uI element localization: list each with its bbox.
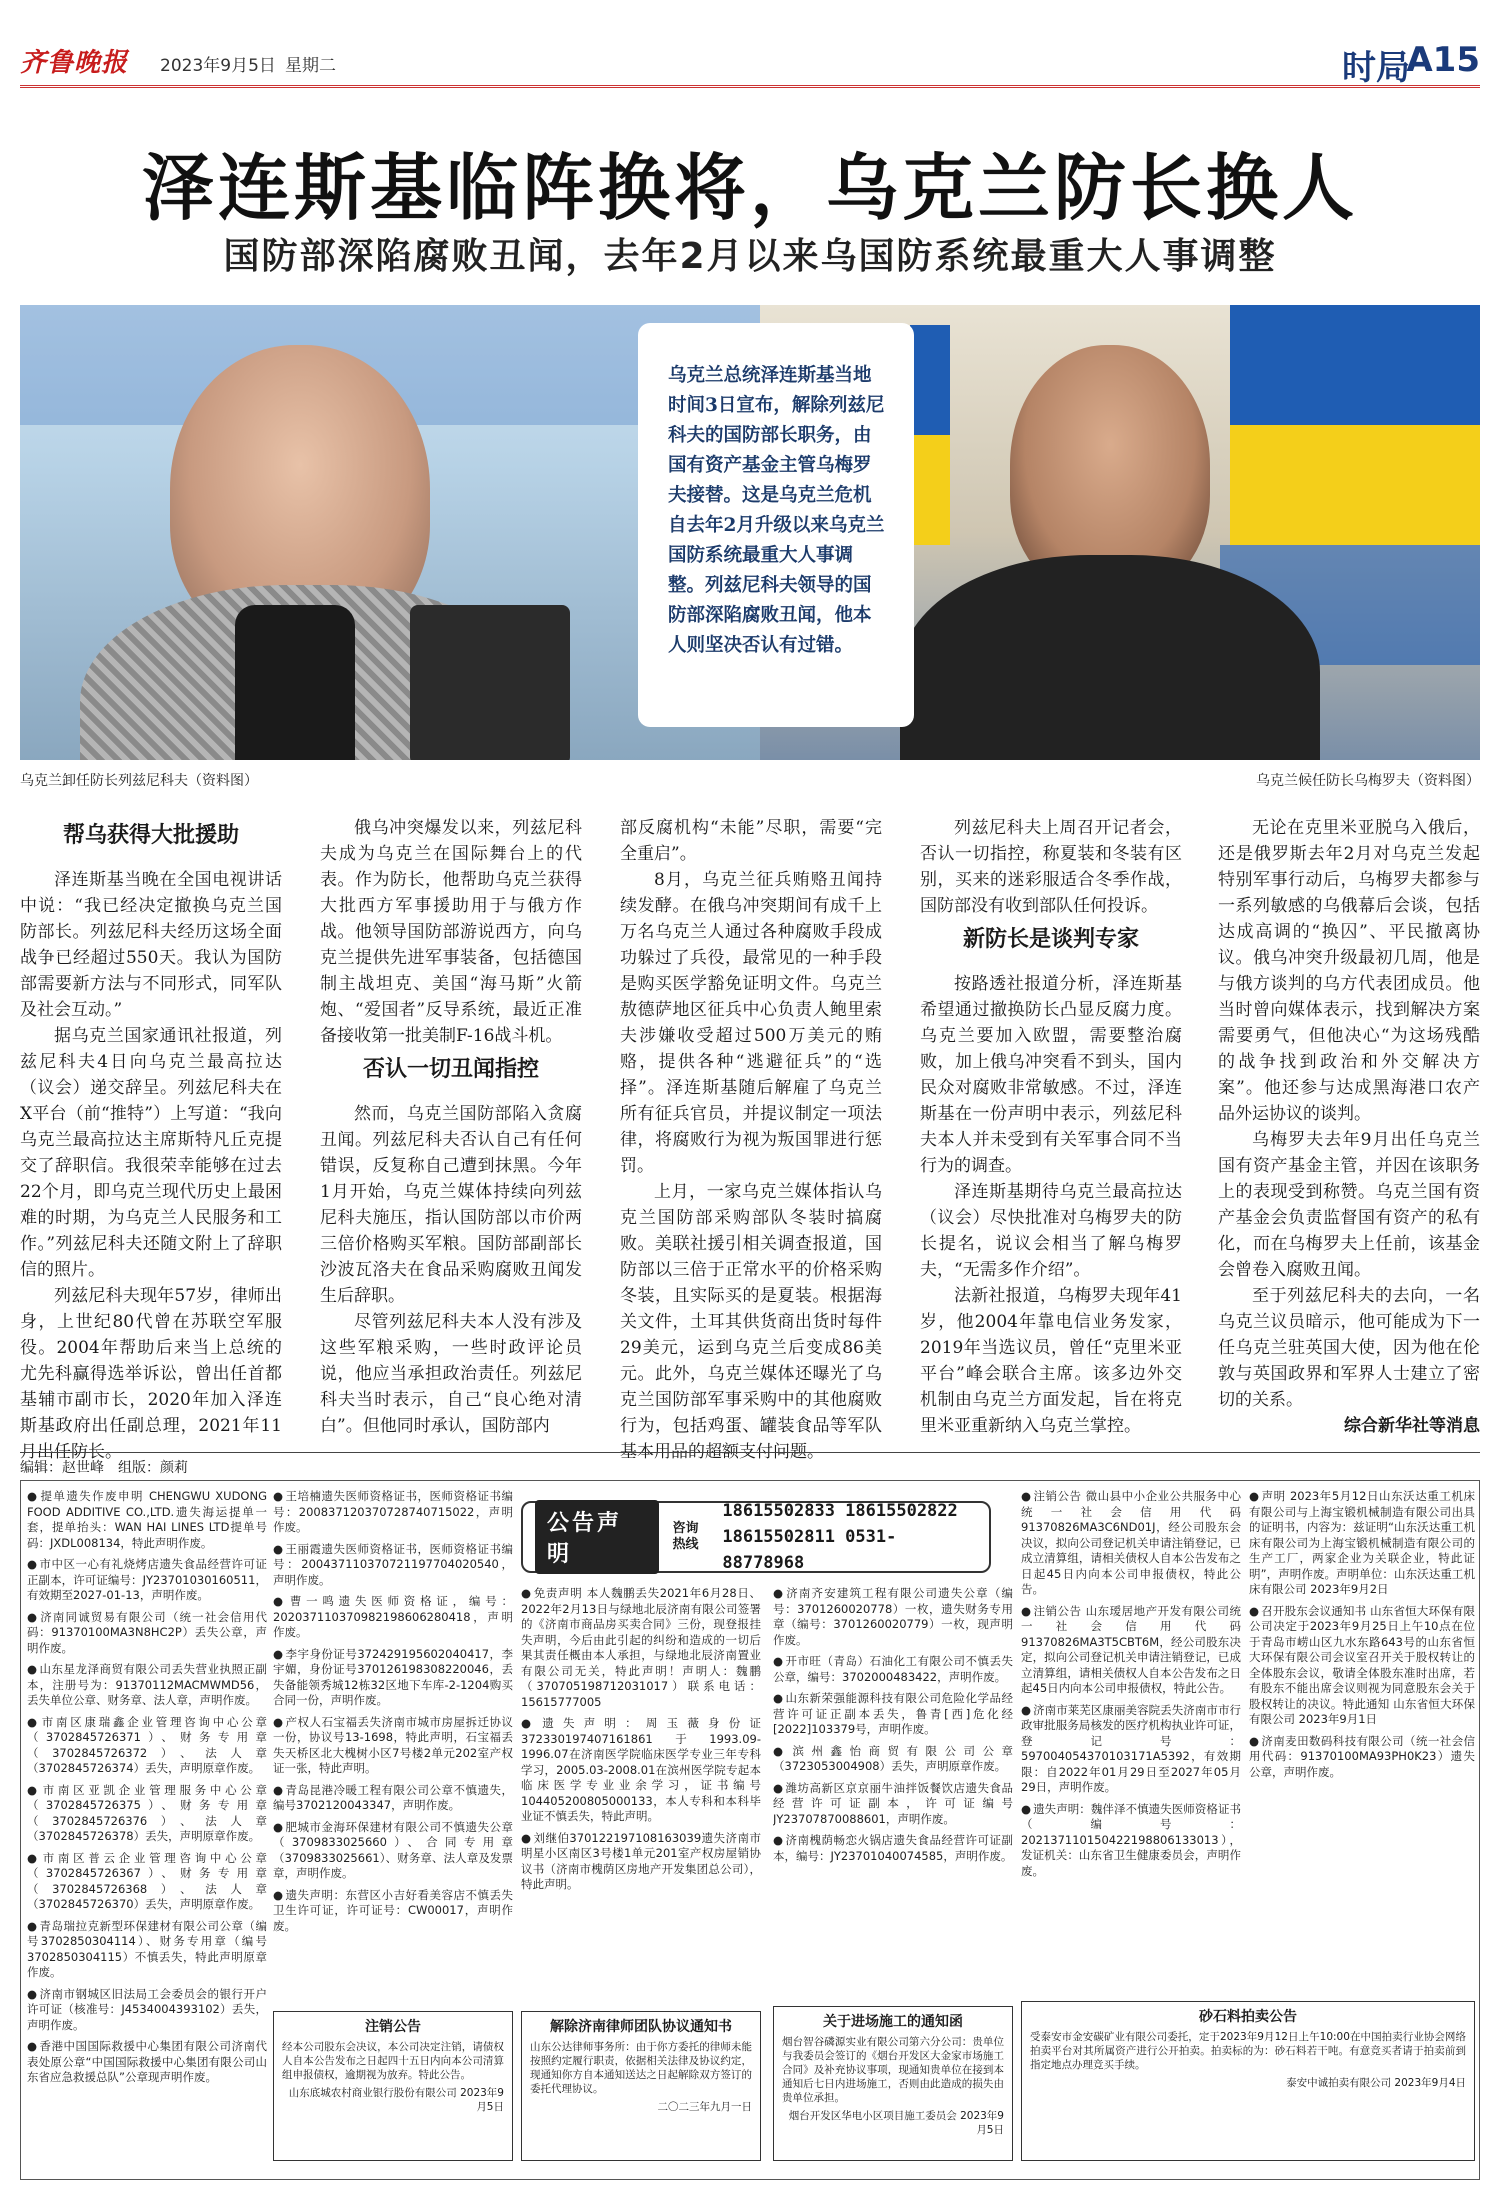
article-body <box>20 815 1480 1462</box>
notice-item: ● 刘继伯370122197108163039遗失济南市明星小区南区3号楼1单元201室产权房屋销协议书（济南市槐荫区房地产开发集团总公司），特此声明。 <box>521 1831 761 1893</box>
notice-column-5 <box>1021 1489 1241 1999</box>
article-column-2 <box>320 815 582 1439</box>
notice-item: ● 肥城市金海环保建材有限公司不慎遗失公章（3709833025660）、合同专用章（3709833025661）、财务章、法人章及发票章，声明作废。 <box>273 1820 513 1882</box>
article-column-4 <box>920 815 1182 1439</box>
box-title: 砂石料拍卖公告 <box>1199 2009 1297 2025</box>
notice-item: ● 遗失声明：东营区小吉好看美容店不慎丢失卫生许可证，许可证号：CW00017，声明作废。 <box>273 1888 513 1935</box>
paragraph: 至于列兹尼科夫的去向，一名乌克兰议员暗示，他可能成为下一任乌克兰驻英国大使，因为他在伦敦与英国政界和军界人士建立了密切的关系。 <box>1218 1286 1480 1410</box>
headline: 泽连斯基临阵换将，乌克兰防长换人 <box>141 145 1358 230</box>
notice-box-auction <box>1021 2001 1475 2161</box>
box-body: 经本公司股东会决议，本公司决定注销，请债权人自本公告发布之日起四十五日内向本公司清算组申报债权，逾期视为放弃。特此公告。 <box>282 2041 504 2081</box>
notice-item: ● 李宇身份证号372429195602040417，李宇媚，身份证号370126198308220046，丢失备能领秀城12栋32区地下车库-2-1204购买合同一份，声明作废。 <box>273 1647 513 1709</box>
page-number: A15 <box>1406 40 1480 80</box>
issue-date: 2023年9月5日 <box>160 56 276 76</box>
hotline-numbers <box>722 1498 977 1576</box>
notice-item: ● 青岛昆港冷暖工程有限公司公章不慎遗失，编号3702120043347，声明作废。 <box>273 1783 513 1814</box>
section-heading: 新防长是谈判专家 <box>962 927 1139 952</box>
notice-box-construction <box>773 2006 1013 2161</box>
notice-item: ● 声明 2023年5月12日山东沃达重工机床有限公司与上海宝锻机械制造有限公司出具的证明书，内容为：兹证明“山东沃达重工机床有限公司为上海宝锻机械制造有限公司的生产工厂，两家企业为关联企业，特此证明”，声明作废。声明单位：山东沃达重工机床有限公司 2023年9月2日 <box>1249 1489 1475 1598</box>
article-column-1 <box>20 815 282 1465</box>
notice-item: ● 青岛瑞拉克新型环保建材有限公司公章（编号3702850304114）、财务专用章（编号3702850304115）不慎丢失，特此声明原章作废。 <box>27 1919 267 1981</box>
notice-item: ● 市南区普云企业管理咨询中心公章（3702845726367）、财务专用章（3702845726368）、法人章（3702845726370）丢失，声明原章作废。 <box>27 1851 267 1913</box>
box-body: 烟台智谷磷源实业有限公司第六分公司：贵单位与我委员会签订的《烟台开发区大金家市场施工合同》及补充协议事项，现通知贵单位在接到本通知后七日内进场施工，否则由此造成的损失由贵单位承担。 <box>782 2036 1004 2104</box>
editor-credits: 编辑：赵世峰 组版：颜莉 <box>20 1452 1480 1477</box>
hotline-label: 咨询热线 <box>672 1521 699 1552</box>
notice-item: ● 产权人石宝福丢失济南市城市房屋拆迁协议一份，协议号13-1698，特此声明，石宝福丢失天桥区北大槐树小区7号楼2单元202室产权证一张，特此声明。 <box>273 1715 513 1777</box>
notice-item: ● 潍坊高新区京京丽牛油拌饭餐饮店遗失食品经营许可证副本，许可证编号JY23707870088601，声明作废。 <box>773 1781 1013 1828</box>
right-photo-credit: 乌克兰候任防长乌梅罗夫（资料图） <box>1256 773 1480 789</box>
notice-item: ● 免责声明 本人魏鹏丢失2021年6月28日、2022年2月13日与绿地北辰济南有限公司签署的《济南市商品房买卖合同》三份，现登报挂失声明，今后由此引起的纠纷和造成的一切后果其责任概由本人承担，与绿地北辰济南置业有限公司无关，特此声明！声明人：魏鹏（370705198712031017）联系电话：15615777005 <box>521 1586 761 1710</box>
paragraph: 泽连斯基当晚在全国电视讲话中说：“我已经决定撤换乌克兰国防部长。列兹尼科夫经历这场全面战争已经超过550天。我认为国防部需要新方法与不同形式，同军队及社会互动。” <box>20 870 282 1020</box>
photo-band <box>20 305 1480 760</box>
box-footer: 烟台开发区华电小区项目施工委员会 2023年9月5日 <box>788 2110 1004 2136</box>
notice-item: ● 注销公告 山东瑷居地产开发有限公司统一社会信用代码91370826MA3T5CBT6M，经公司股东决定，拟向公司登记机关申请注销登记，已成立清算组，请相关债权人自本公告发布之日起45日内向本公司申报债权，特此公告。 <box>1021 1604 1241 1697</box>
notice-item: ● 遗失声明：魏伴泽不慎遗失医师资格证书（编号：202137110150422198806133013），发证机关：山东省卫生健康委员会，声明作废。 <box>1021 1802 1241 1880</box>
notice-item: ● 济南齐安建筑工程有限公司遗失公章（编号：3701260020778）一枚，遗失财务专用章（编号：3701260020779）一枚，现声明作废。 <box>773 1586 1013 1648</box>
paragraph: 上月，一家乌克兰媒体指认乌克兰国防部采购部队冬装时搞腐败。美联社援引相关调查报道，国防部以三倍于正常水平的价格采购冬装，且实际买的是夏装。根据海关文件，土耳其供货商出货时每件29美元，运到乌克兰后变成86美元。此外，乌克兰媒体还曝光了乌克兰国防部军事采购中的其他腐败行为，包括鸡蛋、罐装食品等军队基本用品的超额支付问题。 <box>620 1182 882 1462</box>
phone-row: 18615502833 18615502822 <box>722 1501 958 1521</box>
notice-item: ● 香港中国国际救援中心集团有限公司济南代表处原公章“中国国际救援中心集团有限公司山东省应急救援总队”公章现声明作废。 <box>27 2039 267 2086</box>
notice-column-4 <box>773 1586 1013 1996</box>
notice-item: ● 济南麦田数码科技有限公司（统一社会信用代码：91370100MA93PH0K23）遗失公章，声明作废。 <box>1249 1734 1475 1781</box>
notice-column-6 <box>1249 1489 1475 1939</box>
paragraph: 乌梅罗夫去年9月出任乌克兰国有资产基金主管，并因在该职务上的表现受到称赞。乌克兰国有资产基金会负责监督国有资产的私有化，而在乌梅罗夫上任前，该基金会曾卷入腐败丑闻。 <box>1218 1130 1480 1280</box>
box-body: 山东公达律师事务所：由于你方委托的律师未能按照约定履行职责，依据相关法律及协议约定，现通知你方自本通知送达之日起解除双方签订的委托代理协议。 <box>530 2041 752 2095</box>
notice-item: ● 山东星龙泽商贸有限公司丢失营业执照正副本，注册号为：91370112MACMWMD56，丢失单位公章、财务章、法人章，声明作废。 <box>27 1662 267 1709</box>
newspaper-logo: 齐鲁晚报 <box>20 48 129 78</box>
notice-item: ● 提单遗失作废申明 CHENGWU XUDONG FOOD ADDITIVE CO.,LTD.遗失海运提单一套，提单抬头：WAN HAI LINES LTD提单号码：JXDL008134，特此声明作废。 <box>27 1489 267 1551</box>
paragraph: 8月，乌克兰征兵贿赂丑闻持续发酵。在俄乌冲突期间有成千上万名乌克兰人通过各种腐败手段成功躲过了兵役，最常见的一种手段是购买医学豁免证明文件。乌克兰敖德萨地区征兵中心负责人鲍里索夫涉嫌收受超过500万美元的贿赂，提供各种“逃避征兵”的“选择”。泽连斯基随后解雇了乌克兰所有征兵官员，并提议制定一项法律，将腐败行为视为叛国罪进行惩罚。 <box>620 870 882 1176</box>
notice-column-3 <box>521 1586 761 1996</box>
notice-item: ● 王丽霞遗失医师资格证书，医师资格证书编号：200437110370721197704020540，声明作废。 <box>273 1542 513 1589</box>
notice-box-cancellation <box>273 2011 513 2161</box>
box-footer: 二〇二三年九月一日 <box>657 2101 752 2113</box>
notice-item: ● 开市旺（青岛）石油化工有限公司不慎丢失公章，编号：3702000483422，声明作废。 <box>773 1654 1013 1685</box>
notice-item: ● 济南市钢城区旧法局工会委员会的银行开户许可证（核准号：J4534004393102）丢失，声明作废。 <box>27 1987 267 2034</box>
left-photo-credit: 乌克兰卸任防长列兹尼科夫（资料图） <box>20 773 258 789</box>
section-heading: 帮乌获得大批援助 <box>62 823 239 848</box>
notice-header <box>521 1501 991 1573</box>
paragraph: 按路透社报道分析，泽连斯基希望通过撤换防长凸显反腐力度。乌克兰要加入欧盟，需要整治腐败，加上俄乌冲突看不到头，国内民众对腐败非常敏感。不过，泽连斯基在一份声明中表示，列兹尼科夫本人并未受到有关军事合同不当行为的调查。 <box>920 974 1182 1176</box>
paragraph: 列兹尼科夫上周召开记者会，否认一切指控，称夏装和冬装有区别，买来的迷彩服适合冬季作战，国防部没有收到部队任何投诉。 <box>920 818 1182 916</box>
notice-item: ● 市南区亚凯企业管理服务中心公章（3702845726375）、财务专用章（3702845726376）、法人章（3702845726378）丢失，声明原章作废。 <box>27 1783 267 1845</box>
notice-column-1 <box>27 1489 267 2179</box>
paragraph: 据乌克兰国家通讯社报道，列兹尼科夫4日向乌克兰最高拉达（议会）递交辞呈。列兹尼科夫在X平台（前“推特”）上写道：“我向乌克兰最高拉达主席斯特凡丘克提交了辞职信。我很荣幸能够在过去22个月，即乌克兰现代历史上最困难的时期，为乌克兰人民服务和工作。”列兹尼科夫还随文附上了辞职信的照片。 <box>20 1026 282 1280</box>
notice-item: ● 王培楠遗失医师资格证书，医师资格证书编号：200837120370728740715022，声明作废。 <box>273 1489 513 1536</box>
section-heading: 否认一切丑闻指控 <box>362 1057 539 1082</box>
article-column-5 <box>1218 815 1480 1439</box>
notice-column-2 <box>273 1489 513 1969</box>
box-title: 注销公告 <box>365 2019 421 2035</box>
notice-box-termination <box>521 2011 761 2161</box>
photo-caption-box: 乌克兰总统泽连斯基当地时间3日宣布，解除列兹尼科夫的国防部长职务，由国有资产基金主管乌梅罗夫接替。这是乌克兰危机自去年2月升级以来乌克兰国防系统最重大人事调整。列兹尼科夫领导的国防部深陷腐败丑闻，他本人则坚决否认有过错。 <box>640 325 912 725</box>
paragraph: 列兹尼科夫现年57岁，律师出身，上世纪80代曾在苏联空军服役。2004年帮助后来当上总统的尤先科赢得选举诉讼，曾出任首都基辅市副市长，2020年加入泽连斯基政府出任副总理，2021年11月出任防长。 <box>20 1286 282 1462</box>
notice-item: ● 济南同诚贸易有限公司（统一社会信用代码：91370100MA3N8HC2P）丢失公章，声明作废。 <box>27 1610 267 1657</box>
paragraph: 法新社报道，乌梅罗夫现年41岁，他2004年靠电信业务发家，2019年当选议员，曾任“克里米亚平台”峰会联合主席。该多边外交机制由乌克兰方面发起，旨在将克里米亚重新纳入乌克兰掌控。 <box>920 1286 1182 1436</box>
phone-row: 18615502811 0531-88778968 <box>722 1527 897 1573</box>
article-column-3 <box>620 815 882 1465</box>
notice-item: ● 山东新荣强能源科技有限公司危险化学品经营许可证正副本丢失，鲁青[西]危化经[2022]103379号，声明作废。 <box>773 1691 1013 1738</box>
paragraph: 部反腐机构“未能”尽职，需要“完全重启”。 <box>620 818 882 864</box>
notice-item: ● 济南市莱芜区康丽美容院丢失济南市市行政审批服务局核发的医疗机构执业许可证，登记号：597004054370103171A5392，有效期限：自2022年01月29日至2027年05月29日，声明作废。 <box>1021 1703 1241 1796</box>
box-title: 解除济南律师团队协议通知书 <box>550 2019 732 2035</box>
notice-item: ● 遗失声明：周玉薇身份证372330197407161861于1993.09-1996.07在济南医学院临床医学专业三年专科学习，2005.03-2008.01在滨州医学院专起本临床医学专业业余学习，证书编号104405200805000133，本人专科和本科毕业证不慎丢失，特此声明。 <box>521 1716 761 1825</box>
paragraph: 泽连斯基期待乌克兰最高拉达（议会）尽快批准对乌梅罗夫的防长提名，说议会相当了解乌梅罗夫，“无需多作介绍”。 <box>920 1182 1182 1280</box>
masthead <box>20 18 1480 88</box>
box-title: 关于进场施工的通知函 <box>823 2014 963 2030</box>
notice-item: ● 召开股东会议通知书 山东省恒大环保有限公司决定于2023年9月25日上午10点在位于青岛市崂山区九水东路643号的山东省恒大环保有限公司会议室召开关于股权转让的全体股东会议，敬请全体股东准时出席，若有股东不能出席会议则视为同意股东会关于股权转让的决议。特此通知 山东省恒大环保有限公司 2023年9月1日 <box>1249 1604 1475 1728</box>
paragraph: 俄乌冲突爆发以来，列兹尼科夫成为乌克兰在国际舞台上的代表。作为防长，他帮助乌克兰获得大批西方军事援助用于与俄方作战。他领导国防部游说西方，向乌克兰提供先进军事装备，包括德国制主战坦克、美国“海马斯”火箭炮、“爱国者”反导系统，最近正准备接收第一批美制F-16战斗机。 <box>320 818 582 1046</box>
notice-item: ● 市南区康瑞鑫企业管理咨询中心公章（3702845726371）、财务专用章（3702845726372）、法人章（3702845726374）丢失，声明原章作废。 <box>27 1715 267 1777</box>
subheadline: 国防部深陷腐败丑闻，去年2月以来乌国防系统最重大人事调整 <box>223 236 1277 277</box>
box-body: 受泰安市金安碳矿业有限公司委托，定于2023年9月12日上午10:00在中国拍卖行业协会网络拍卖平台对其所属资产进行公开拍卖。拍卖标的为：砂石料若干吨。有意竞买者请于拍卖前到指定地点办理竞买手续。 <box>1030 2031 1466 2071</box>
section-name: 时局 <box>1342 48 1410 88</box>
notice-item: ● 济南槐荫畅恋火锅店遗失食品经营许可证副本，编号：JY23701040074585，声明作废。 <box>773 1833 1013 1864</box>
notice-item: ● 滨州鑫怡商贸有限公司公章（3723053004908）丢失，声明原章作废。 <box>773 1744 1013 1775</box>
paragraph: 然而，乌克兰国防部陷入贪腐丑闻。列兹尼科夫否认自己有任何错误，反复称自己遭到抹黑。今年1月开始，乌克兰媒体持续向列兹尼科夫施压，指认国防部以市价两三倍价格购买军粮。国防部副部长沙波瓦洛夫在食品采购腐败丑闻发生后辞职。 <box>320 1104 582 1306</box>
box-footer: 泰安中诚拍卖有限公司 2023年9月4日 <box>1286 2077 1466 2089</box>
notice-item: ● 市中区一心有礼烧烤店遗失食品经营许可证正副本，许可证编号：JY23701030160511，有效期至2027-01-13，声明作废。 <box>27 1557 267 1604</box>
paragraph: 无论在克里米亚脱乌入俄后，还是俄罗斯去年2月对乌克兰发起特别军事行动后，乌梅罗夫都参与一系列敏感的乌俄幕后会谈，包括达成高调的“换囚”、平民撤离协议。俄乌冲突升级最初几周，他是与俄方谈判的乌方代表团成员。他当时曾向媒体表示，找到解决方案需要勇气，但他决心“为这场残酷的战争找到政治和外交解决方案”。他还参与达成黑海港口农产品外运协议的谈判。 <box>1218 818 1480 1124</box>
byline: 综合新华社等消息 <box>1344 1416 1480 1436</box>
issue-weekday: 星期二 <box>285 56 336 76</box>
notice-item: ● 注销公告 微山县中小企业公共服务中心统一社会信用代码91370826MA3C6ND01J，经公司股东会决议，拟向公司登记机关申请注销登记，已成立清算组，请相关债权人自本公告发布之日起45日内向本公司申报债权，特此公告。 <box>1021 1489 1241 1598</box>
paragraph: 尽管列兹尼科夫本人没有涉及这些军粮采购，一些时政评论员说，他应当承担政治责任。列兹尼科夫当时表示，自己“良心绝对清白”。但他同时承认，国防部内 <box>320 1312 582 1436</box>
notice-tag: 公告声明 <box>535 1500 659 1574</box>
notice-item: ● 曹一鸣遗失医师资格证，编号：202037110370982198606280418，声明作废。 <box>273 1594 513 1641</box>
classified-notices <box>20 1480 1480 2180</box>
box-footer: 山东底城农村商业银行股份有限公司 2023年9月5日 <box>288 2087 504 2113</box>
